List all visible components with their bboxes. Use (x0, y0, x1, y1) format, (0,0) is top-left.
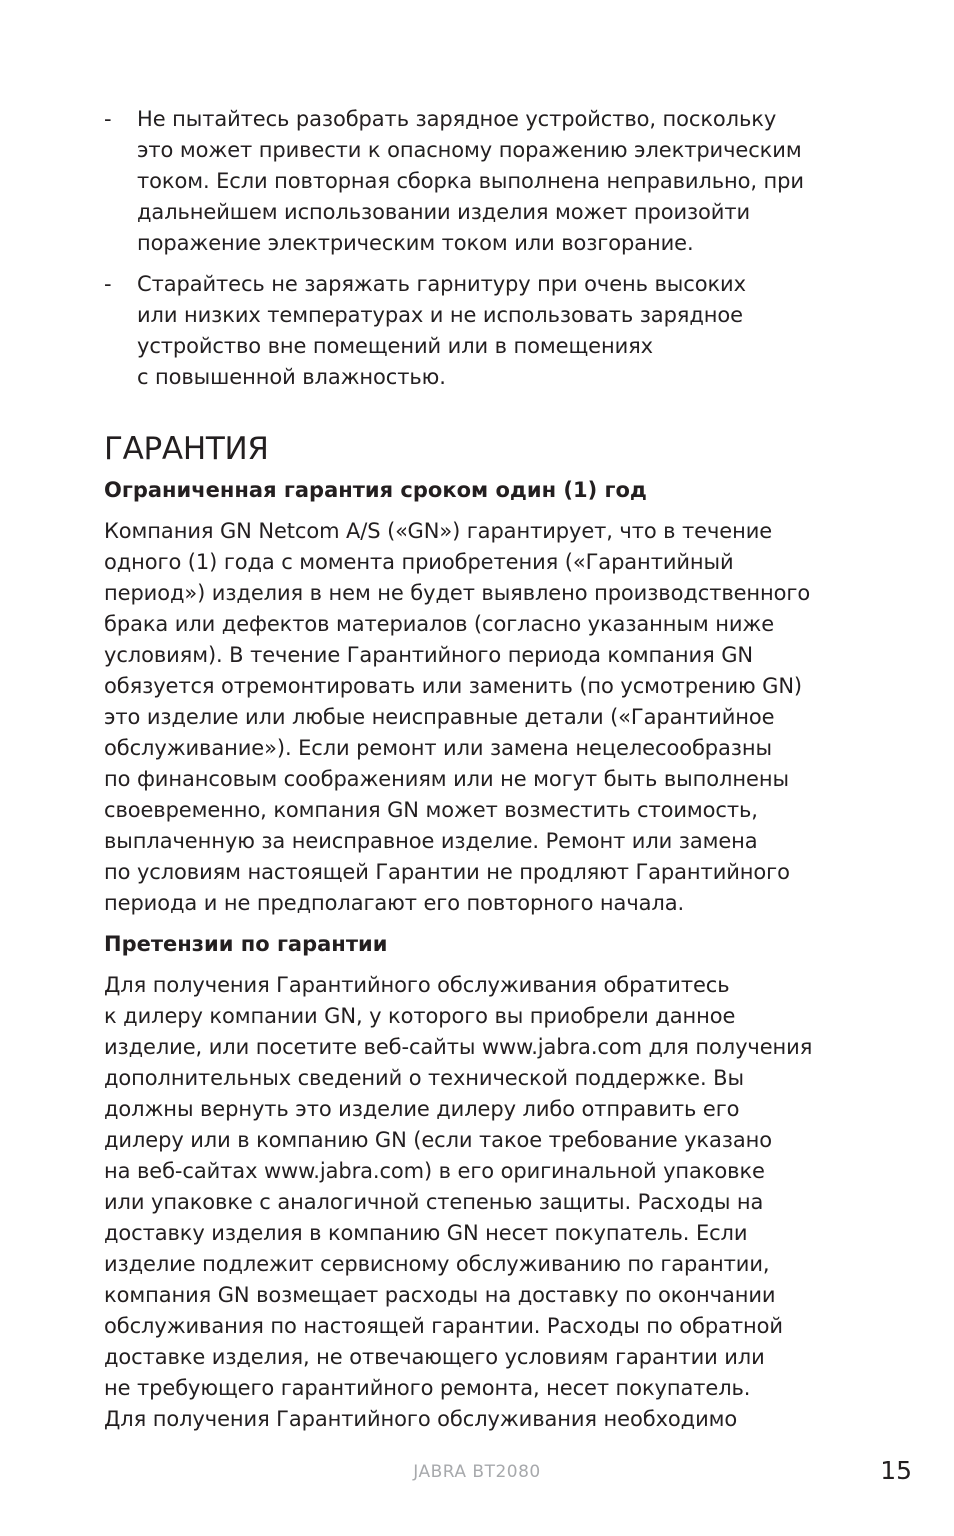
text-line: это изделие или любые неисправные детали («Гарантийное (104, 705, 775, 729)
text-line: обслуживания по настоящей гарантии. Расходы по обратной (104, 1314, 783, 1338)
page-content (104, 104, 864, 1445)
text-line: по условиям настоящей Гарантии не продляют Гарантийного (104, 860, 790, 884)
text-line: током. Если повторная сборка выполнена неправильно, при (137, 169, 804, 193)
text-line: периода и не предполагают его повторного начала. (104, 891, 685, 915)
text-line: своевременно, компания GN может возместить стоимость, (104, 798, 758, 822)
text-line: дилеру или в компанию GN (если такое требование указано (104, 1128, 772, 1152)
text-line: Старайтесь не заряжать гарнитуру при очень высоких (137, 272, 746, 296)
text-line: или упаковке с аналогичной степенью защиты. Расходы на (104, 1190, 764, 1214)
text-line: одного (1) года с момента приобретения («Гарантийный (104, 550, 734, 574)
text-line: дополнительных сведений о технической поддержке. Вы (104, 1066, 744, 1090)
text-line: это может привести к опасному поражению электрическим (137, 138, 802, 162)
list-marker: - (104, 272, 112, 296)
text-line: изделие, или посетите веб-сайты www.jabra.com для получения (104, 1035, 813, 1059)
text-line: условиям). В течение Гарантийного периода компания GN (104, 643, 753, 667)
warranty-claims-paragraph (104, 970, 864, 1435)
list-item (104, 269, 864, 393)
text-line: по финансовым соображениям или не могут быть выполнены (104, 767, 789, 791)
text-line: к дилеру компании GN, у которого вы приобрели данное (104, 1004, 736, 1028)
text-line: Для получения Гарантийного обслуживания обратитесь (104, 973, 730, 997)
text-line: должны вернуть это изделие дилеру либо отправить его (104, 1097, 740, 1121)
text-line: Для получения Гарантийного обслуживания необходимо (104, 1407, 738, 1431)
page-number: 15 (880, 1456, 912, 1485)
footer-product-name: JABRA BT2080 (413, 1462, 541, 1482)
list-item (104, 104, 864, 259)
text-line: с повышенной влажностью. (137, 365, 446, 389)
text-line: на веб-сайтах www.jabra.com) в его оригинальной упаковке (104, 1159, 765, 1183)
text-line: компания GN возмещает расходы на доставку по окончании (104, 1283, 776, 1307)
text-line: дальнейшем использовании изделия может произойти (137, 200, 751, 224)
text-line: изделие подлежит сервисному обслуживанию по гарантии, (104, 1252, 770, 1276)
text-line: не требующего гарантийного ремонта, несет покупатель. (104, 1376, 751, 1400)
text-line: обязуется отремонтировать или заменить (по усмотрению GN) (104, 674, 803, 698)
text-line: устройство вне помещений или в помещениях (137, 334, 653, 358)
warranty-claims-title: Претензии по гарантии (104, 932, 388, 956)
text-line: Компания GN Netcom A/S («GN») гарантирует, что в течение (104, 519, 773, 543)
text-line: поражение электрическим током или возгорание. (137, 231, 694, 255)
limited-warranty-title: Ограниченная гарантия сроком один (1) год (104, 478, 647, 502)
text-line: обслуживание»). Если ремонт или замена нецелесообразны (104, 736, 772, 760)
text-line: доставку изделия в компанию GN несет покупатель. Если (104, 1221, 748, 1245)
text-line: Не пытайтесь разобрать зарядное устройство, поскольку (137, 107, 777, 131)
safety-list (104, 104, 864, 393)
text-line: доставке изделия, не отвечающего условиям гарантии или (104, 1345, 765, 1369)
warranty-heading: ГАРАНТИЯ (104, 431, 269, 467)
limited-warranty-paragraph (104, 516, 864, 919)
list-marker: - (104, 107, 112, 131)
text-line: период») изделия в нем не будет выявлено производственного (104, 581, 811, 605)
text-line: брака или дефектов материалов (согласно указанным ниже (104, 612, 775, 636)
text-line: выплаченную за неисправное изделие. Ремонт или замена (104, 829, 758, 853)
text-line: или низких температурах и не использовать зарядное (137, 303, 743, 327)
